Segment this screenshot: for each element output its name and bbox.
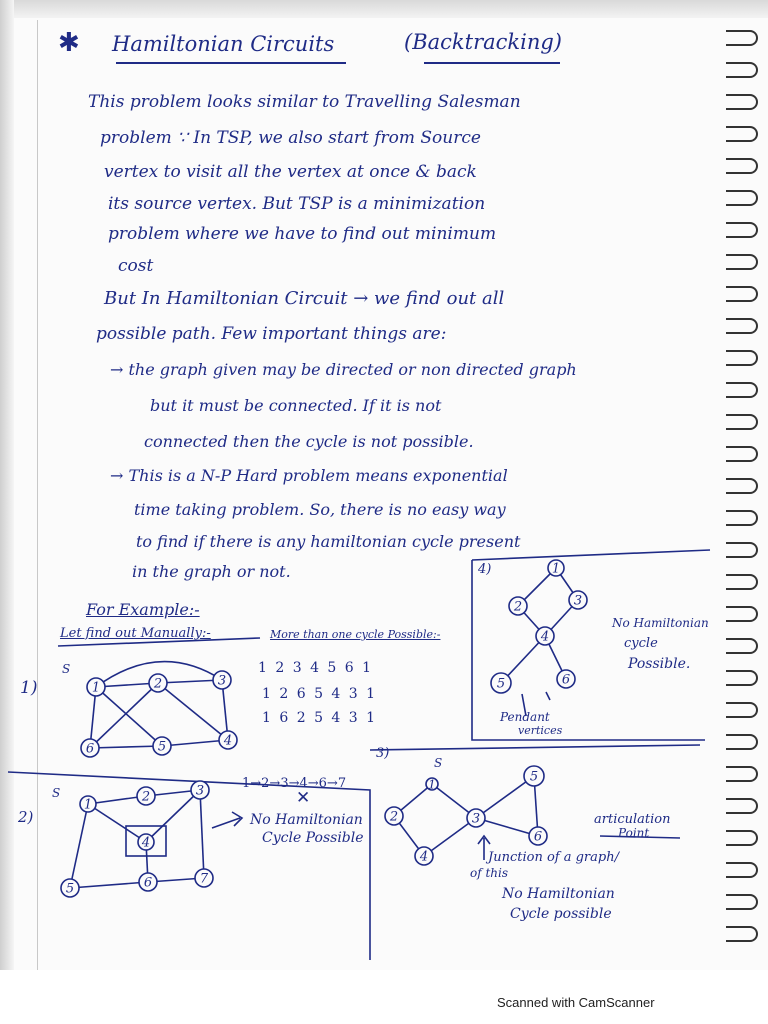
binding-ring (726, 830, 758, 846)
graph2-label: 2 (141, 789, 151, 805)
graph2-label: 6 (143, 875, 153, 891)
binding-ring (726, 574, 758, 590)
graph4-label: 5 (496, 676, 506, 692)
graph1-label: 1 (91, 680, 101, 696)
example-note: More than one cycle Possible:- (270, 628, 441, 641)
text-line: cost (118, 256, 154, 276)
binding-ring (726, 62, 758, 78)
example-subheading: Let find out Manually:- (60, 626, 211, 641)
graph3-label: 6 (533, 829, 543, 845)
graph3-label: 2 (389, 809, 399, 825)
graph3-label: 4 (419, 849, 429, 865)
binding-ring (726, 702, 758, 718)
binding-ring (726, 510, 758, 526)
graph2-label: 5 (65, 881, 75, 897)
page-title: Hamiltonian Circuits (112, 32, 335, 56)
graph2-path: 1→2→3→4→6→7 (242, 776, 347, 791)
text-line: to find if there is any hamiltonian cycle present (136, 532, 521, 551)
graph3-label: 1 (428, 777, 436, 792)
text-line: problem where we have to find out minimum (108, 224, 497, 244)
binding-ring (726, 286, 758, 302)
text-line: vertex to visit all the vertex at once & back (104, 162, 477, 182)
graph4-label: 1 (551, 561, 561, 577)
graph4-result: cycle (624, 636, 658, 651)
binding-ring (726, 158, 758, 174)
text-line: → the graph given may be directed or non directed graph (110, 360, 577, 379)
binding-ring (726, 126, 758, 142)
text-line: This problem looks similar to Travelling Salesman (88, 92, 521, 112)
example-heading: For Example:- (86, 600, 200, 619)
graph1-label: 2 (153, 676, 163, 692)
graph3-number: 3) (376, 746, 390, 761)
binding-ring (726, 638, 758, 654)
graph1-label: 4 (223, 733, 233, 749)
binding-ring (726, 190, 758, 206)
articulation-label: articulation (594, 812, 671, 827)
spiral-binding (718, 20, 768, 970)
binding-ring (726, 318, 758, 334)
graph4-edges (501, 568, 578, 683)
arrow-right-icon (212, 812, 242, 828)
cycle-sequence: 1 6 2 5 4 3 1 (262, 710, 378, 726)
binding-ring (726, 254, 758, 270)
graph4-result: Possible. (628, 656, 691, 672)
graph2-source-label: S (52, 786, 61, 800)
text-line: problem ∵ In TSP, we also start from Source (100, 128, 481, 148)
binding-ring (726, 542, 758, 558)
binding-ring (726, 926, 758, 942)
vertices-label: vertices (518, 724, 563, 737)
text-line: but it must be connected. If it is not (150, 396, 442, 415)
pendant-label: Pendant (500, 710, 550, 724)
graph4-label: 6 (561, 672, 571, 688)
binding-ring (726, 382, 758, 398)
graph4-label: 4 (540, 629, 550, 645)
graph4-result: No Hamiltonian (612, 616, 709, 630)
cycle-sequence: 1 2 3 4 5 6 1 (258, 660, 374, 676)
underline-stroke (58, 638, 260, 646)
graph3-result: No Hamiltonian (502, 886, 615, 902)
binding-ring (726, 446, 758, 462)
binding-ring (726, 414, 758, 430)
text-line: → This is a N-P Hard problem means exponential (110, 466, 508, 485)
graph1-label: 6 (85, 741, 95, 757)
point-label: Point (618, 826, 650, 840)
graph4-label: 2 (513, 599, 523, 615)
graph1-label: 5 (157, 739, 167, 755)
binding-ring (726, 30, 758, 46)
graph3-result: Cycle possible (510, 906, 612, 922)
binding-ring (726, 606, 758, 622)
text-line: its source vertex. But TSP is a minimization (108, 194, 486, 214)
binding-ring (726, 894, 758, 910)
graph3-edges (394, 776, 538, 856)
graph1-label: 3 (217, 673, 227, 689)
cycle-sequence: 1 2 6 5 4 3 1 (262, 686, 378, 702)
graph2-number: 2) (18, 808, 34, 826)
this-label: of this (470, 866, 509, 880)
binding-ring (726, 222, 758, 238)
binding-ring (726, 862, 758, 878)
graph1-source-label: S (62, 662, 71, 676)
graph2-result: No Hamiltonian (250, 812, 363, 828)
junction-label: Junction of a graph/ (488, 850, 619, 865)
binding-ring (726, 670, 758, 686)
graph4-number: 4) (478, 562, 492, 577)
binding-ring (726, 798, 758, 814)
graph2-label: 4 (141, 835, 151, 851)
graph2-result: Cycle Possible (262, 830, 364, 846)
graph3-source-label: S (434, 756, 443, 770)
text-line: But In Hamiltonian Circuit → we find out all (104, 288, 505, 309)
binding-ring (726, 94, 758, 110)
binding-ring (726, 478, 758, 494)
page-title-paren: (Backtracking) (404, 30, 562, 54)
binding-ring (726, 350, 758, 366)
text-line: possible path. Few important things are: (96, 324, 447, 344)
asterisk-icon: ✱ (58, 28, 80, 58)
graph2-label: 7 (199, 871, 209, 887)
binding-ring (726, 734, 758, 750)
graph3-label: 5 (529, 769, 539, 785)
graph2-label: 3 (195, 783, 205, 799)
graph3-label: 3 (471, 811, 481, 827)
text-line: in the graph or not. (132, 562, 291, 581)
scanner-watermark: Scanned with CamScanner (497, 995, 655, 1010)
cross-icon: ✕ (296, 788, 311, 808)
graph2-label: 1 (83, 797, 93, 813)
text-line: connected then the cycle is not possible. (144, 432, 474, 451)
graph4-label: 3 (573, 593, 583, 609)
binding-ring (726, 766, 758, 782)
graph1-number: 1) (20, 678, 38, 698)
text-line: time taking problem. So, there is no easy way (134, 500, 506, 519)
